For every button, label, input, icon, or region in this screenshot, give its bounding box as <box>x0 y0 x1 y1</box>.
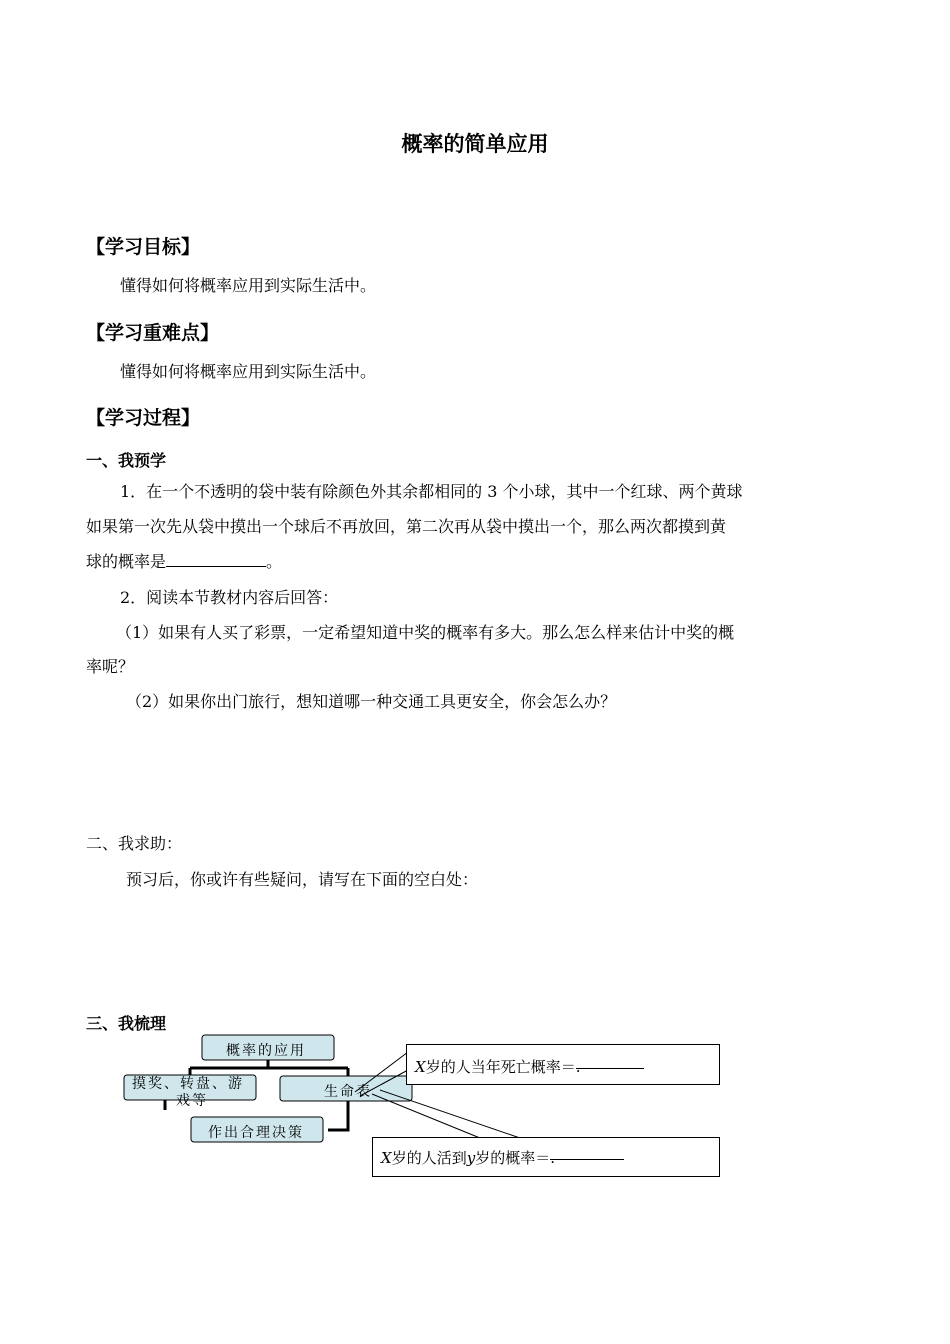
callout-survival-probability <box>372 1137 720 1177</box>
q1-line1: 1．在一个不透明的袋中装有除颜色外其余都相同的 3 个小球，其中一个红球、两个黄球 <box>120 482 743 501</box>
var-y: y <box>466 1149 476 1167</box>
q2-1-line2: 率呢？ <box>86 657 135 676</box>
node-left-line1: 摸奖、转盘、游 <box>132 1076 244 1092</box>
callout2-text-a: 岁的人活到 <box>391 1149 467 1167</box>
node-root: 概率的应用 <box>226 1043 306 1059</box>
callout2-blank[interactable] <box>550 1147 624 1160</box>
q1-line3-end: 。 <box>266 552 283 571</box>
callout2-end: . <box>550 1149 555 1167</box>
node-left-line2: 戏等 <box>176 1093 208 1109</box>
q2-2-text: （2）如果你出门旅行，想知道哪一种交通工具更安全，你会怎么办？ <box>126 692 617 711</box>
key-heading: 【学习重难点】 <box>86 322 220 344</box>
callout2-text-b: 岁的概率＝ <box>475 1149 551 1167</box>
process-heading: 【学习过程】 <box>86 407 201 429</box>
callout2-content <box>381 1147 555 1168</box>
var-x: X <box>415 1058 426 1076</box>
callout1-end: . <box>575 1058 581 1076</box>
node-decision: 作出合理决策 <box>208 1125 304 1141</box>
callout-death-probability <box>406 1044 720 1085</box>
page-title: 概率的简单应用 <box>401 131 549 156</box>
node-life-table: 生命表 <box>324 1084 372 1100</box>
goal-text: 懂得如何将概率应用到实际生活中。 <box>120 276 377 295</box>
q2-text: 2．阅读本节教材内容后回答： <box>120 588 339 607</box>
goal-heading: 【学习目标】 <box>86 236 201 258</box>
q1-line2: 如果第一次先从袋中摸出一个球后不再放回，第二次再从袋中摸出一个，那么两次都摸到黄 <box>86 517 727 536</box>
help-heading: 二、我求助： <box>86 834 183 853</box>
q2-1-line1: （1）如果有人买了彩票，一定希望知道中奖的概率有多大。那么怎么样来估计中奖的概 <box>116 623 735 642</box>
callout1-blank[interactable] <box>576 1056 644 1069</box>
key-text: 懂得如何将概率应用到实际生活中。 <box>120 362 377 381</box>
callout1-text: 岁的人当年死亡概率＝ <box>425 1058 576 1076</box>
var-x: X <box>381 1149 392 1167</box>
preview-heading: 一、我预学 <box>86 451 167 470</box>
help-text: 预习后，你或许有些疑问，请写在下面的空白处： <box>126 870 479 889</box>
review-heading: 三、我梳理 <box>86 1014 167 1033</box>
callout1-content <box>415 1056 580 1077</box>
q1-line3-text: 球的概率是 <box>86 552 167 571</box>
